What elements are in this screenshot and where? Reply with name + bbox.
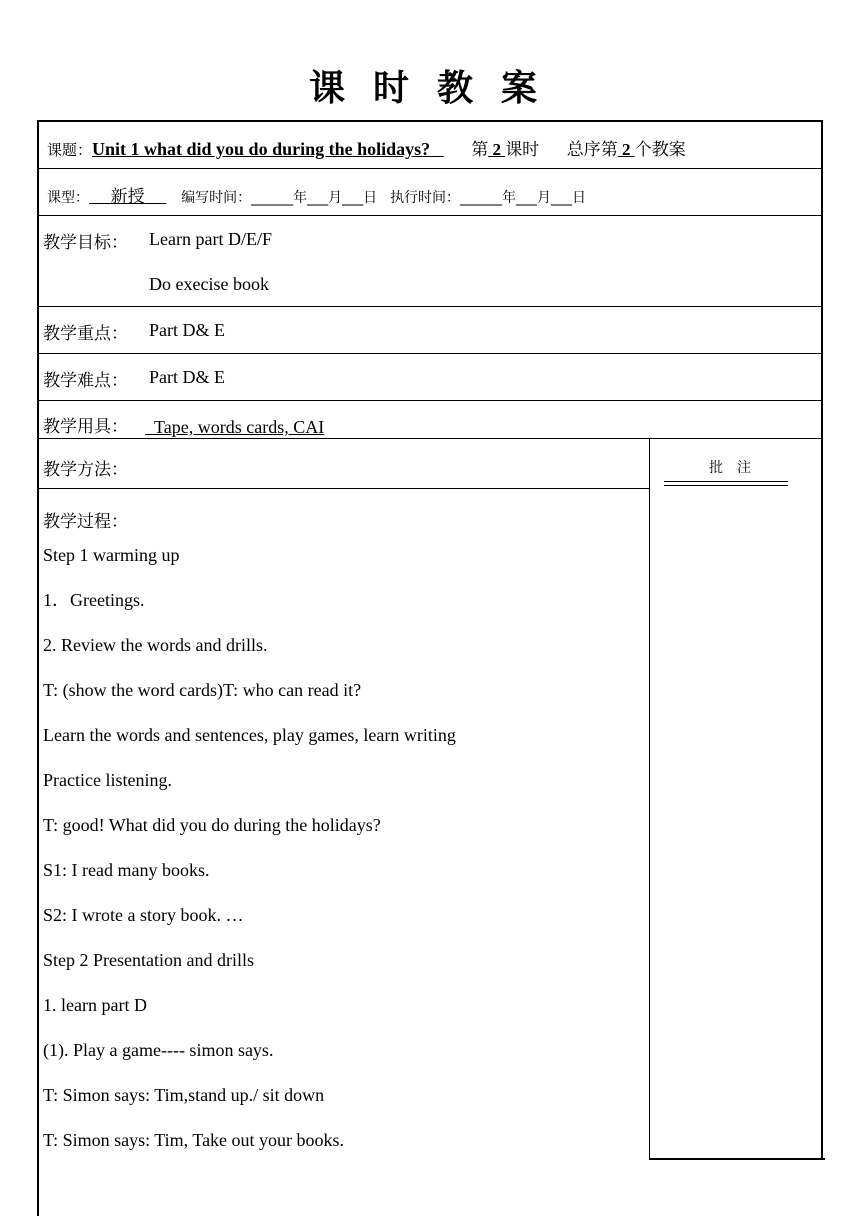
objective-item: Learn part D/E/F xyxy=(149,229,272,249)
write-time: 编写时间：______年___月___日 xyxy=(181,190,378,206)
method-divider xyxy=(39,488,649,489)
objectives-label: 教学目标： xyxy=(43,233,128,253)
process-line: (1). Play a game---- simon says. xyxy=(43,1040,274,1060)
difficulties-label: 教学难点： xyxy=(43,371,128,391)
process-line: T: good! What did you do during the holidays? xyxy=(43,815,381,835)
difficulties-row xyxy=(39,354,821,401)
process-line: S2: I wrote a story book. … xyxy=(43,905,244,925)
topic-label: 课题： xyxy=(47,141,93,159)
type-cell xyxy=(47,182,586,207)
process-section xyxy=(43,507,643,1175)
sequence-suffix: 个教案 xyxy=(634,140,686,160)
lesson-plan-table xyxy=(37,120,823,1158)
objective-item: Do execise book xyxy=(149,274,269,294)
exec-time: 执行时间：______年___月___日 xyxy=(390,190,587,206)
process-label: 教学过程： xyxy=(43,512,128,532)
type-value: 新授 xyxy=(110,187,145,207)
objectives-row xyxy=(39,216,821,307)
difficulties-value: Part D& E xyxy=(149,367,225,387)
notes-column xyxy=(649,439,825,1160)
left-border-extension xyxy=(37,1158,39,1216)
tools-row xyxy=(39,401,821,439)
lesson-prefix: 第 xyxy=(471,140,489,160)
process-line: T: Simon says: Tim, Take out your books. xyxy=(43,1130,345,1150)
topic-row xyxy=(39,122,821,169)
tools-value: Tape, words cards, CAI xyxy=(154,417,325,437)
title-char: 教 xyxy=(437,67,474,109)
method-label: 教学方法： xyxy=(43,460,128,480)
process-line: 1．Greetings. xyxy=(43,590,145,610)
process-line: 2. Review the words and drills. xyxy=(43,635,268,655)
process-line: S1: I read many books. xyxy=(43,860,210,880)
process-line: T: (show the word cards)T: who can read it? xyxy=(43,680,362,700)
tools-label: 教学用具： xyxy=(43,417,128,437)
topic-cell xyxy=(47,135,686,160)
title-char: 课 xyxy=(308,67,345,109)
process-line: Practice listening. xyxy=(43,770,172,790)
type-row xyxy=(39,169,821,216)
key-points-value: Part D& E xyxy=(149,320,225,340)
key-points-row xyxy=(39,307,821,354)
title-char: 时 xyxy=(372,67,409,109)
process-line: Step 2 Presentation and drills xyxy=(43,950,254,970)
lesson-number: 2 xyxy=(492,140,501,159)
notes-double-rule xyxy=(664,481,788,486)
process-line: T: Simon says: Tim,stand up./ sit down xyxy=(43,1085,325,1105)
notes-label: 批注 xyxy=(709,460,765,476)
topic-value: Unit 1 what did you do during the holidays? xyxy=(92,139,431,159)
type-label: 课型： xyxy=(47,190,89,206)
lesson-suffix: 课时 xyxy=(505,140,540,160)
process-line: 1. learn part D xyxy=(43,995,147,1015)
sequence-prefix: 总序第 xyxy=(566,140,618,160)
process-line: Step 1 warming up xyxy=(43,545,180,565)
tools-value-cell xyxy=(145,417,324,438)
key-points-label: 教学重点： xyxy=(43,324,128,344)
sequence-number: 2 xyxy=(622,140,631,159)
page-title xyxy=(0,60,860,111)
process-line: Learn the words and sentences, play games, learn writing xyxy=(43,725,456,745)
title-char: 案 xyxy=(501,67,538,109)
